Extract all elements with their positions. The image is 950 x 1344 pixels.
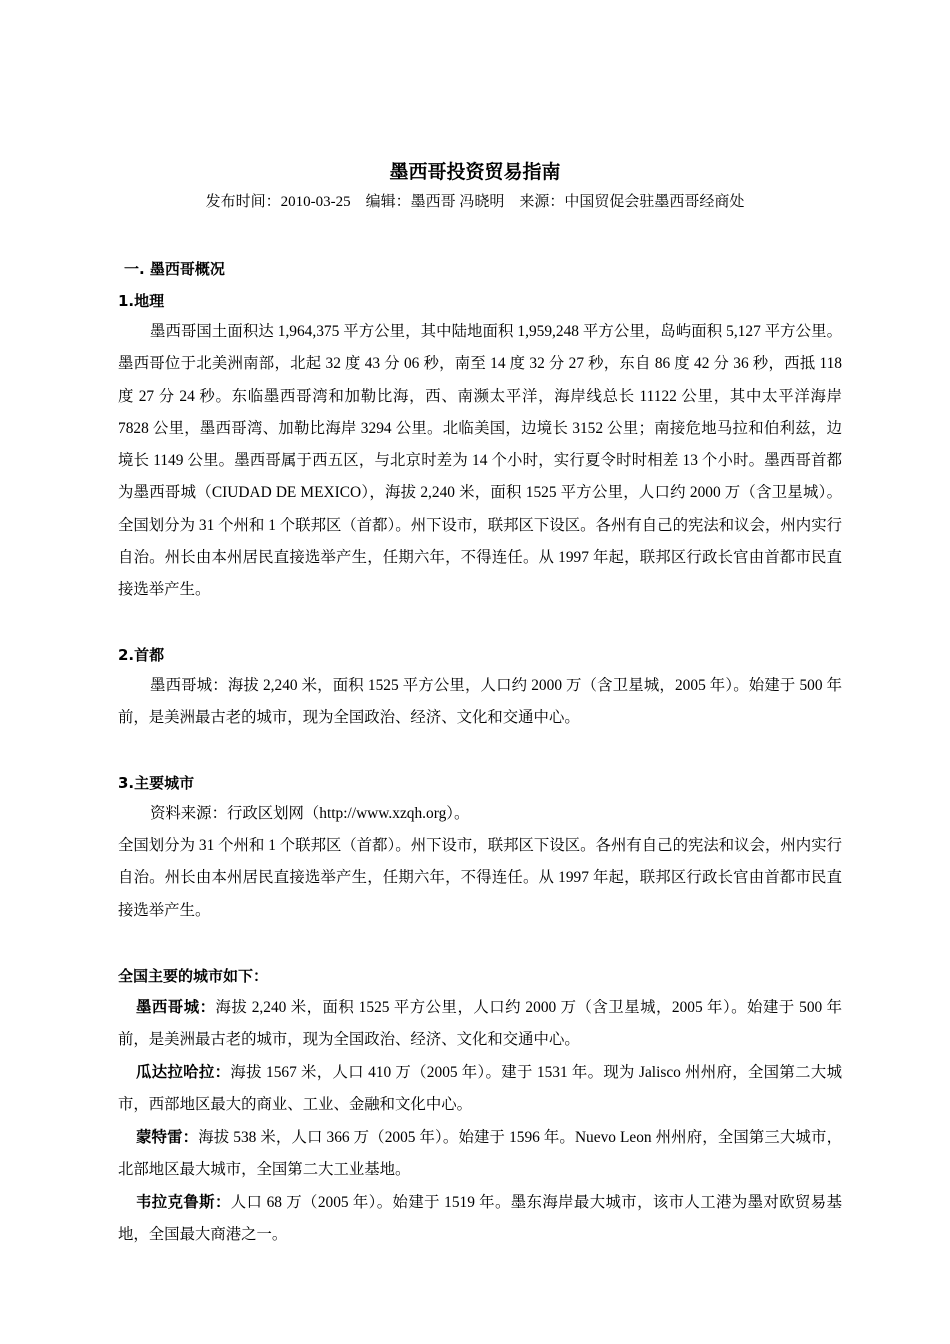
city-entry: [118, 1121, 842, 1187]
city-description: 海拔 1567 米，人口 410 万（2005 年）。建于 1531 年。现为 Jalisco 州州府，全国第二大城市，西部地区最大的商业、工业、金融和文化中心。: [118, 1064, 842, 1114]
subheading-major-cities: 3.主要城市: [118, 774, 195, 792]
city-description: 海拔 2,240 米，面积 1525 平方公里，人口约 2000 万（含卫星城，2005 年）。始建于 500 年前，是美洲最古老的城市，现为全国政治、经济、文化和交通中心。: [118, 999, 842, 1049]
publish-meta: 发布时间：2010-03-25 编辑：墨西哥 冯晓明 来源：中国贸促会驻墨西哥经商处: [205, 194, 745, 210]
section-heading-overview: 一. 墨西哥概况: [124, 260, 225, 278]
capital-paragraph: 墨西哥城：海拔 2,240 米，面积 1525 平方公里，人口约 2000 万（含卫星城，2005 年）。始建于 500 年前，是美洲最古老的城市，现为全国政治、经济、文化和交通中心。: [118, 677, 842, 727]
page-title: 墨西哥投资贸易指南: [389, 161, 561, 183]
city-name: 瓜达拉哈拉：: [136, 1063, 231, 1081]
city-name: 墨西哥城：: [136, 998, 216, 1016]
subheading-capital: 2.首都: [118, 646, 165, 664]
subheading-geography: 1.地理: [118, 292, 165, 310]
cities-source-line: 资料来源：行政区划网（http://www.xzqh.org）。: [150, 805, 470, 822]
city-entry: [118, 1056, 842, 1122]
cities-paragraph: 全国划分为 31 个州和 1 个联邦区（首都）。州下设市，联邦区下设区。各州有自己的宪法和议会，州内实行自治。州长由本州居民直接选举产生，任期六年，不得连任。从 1997 年起，联邦区行政长官由首都市民直接选举产生。: [118, 837, 842, 919]
city-entry: [118, 1186, 842, 1252]
city-name: 韦拉克鲁斯：: [136, 1193, 231, 1211]
cities-list-heading: 全国主要的城市如下：: [118, 967, 269, 985]
city-description: 海拔 538 米，人口 366 万（2005 年）。始建于 1596 年。Nuevo Leon 州州府，全国第三大城市，北部地区最大城市，全国第二大工业基地。: [118, 1129, 842, 1179]
geography-paragraph: 墨西哥国土面积达 1,964,375 平方公里，其中陆地面积 1,959,248 平方公里，岛屿面积 5,127 平方公里。墨西哥位于北美洲南部，北起 32 度 43 分 06 秒，南至 14 度 32 分 27 秒，东自 86 度 42 分 36 秒，西抵 118 度 27 分 24 秒。东临墨西哥湾和加勒比海，西、南濒太平洋，海岸线总长 11122 公里，其中太平洋海岸 7828 公里，墨西哥湾、加勒比海岸 3294 公里。北临美国，边境长 3152 公里；南接危地马拉和伯利兹，边境长 1149 公里。墨西哥属于西五区，与北京时差为 14 个小时，实行夏令时时相差 13 个小时。墨西哥首都为墨西哥城（CIUDAD DE MEXICO），海拔 2,240 米，面积 1525 平方公里，人口约 2000 万（含卫星城）。全国划分为 31 个州和 1 个联邦区（首都）。州下设市，联邦区下设区。各州有自己的宪法和议会，州内实行自治。州长由本州居民直接选举产生，任期六年，不得连任。从 1997 年起，联邦区行政长官由首都市民直接选举产生。: [118, 323, 842, 599]
city-name: 蒙特雷：: [136, 1128, 199, 1146]
city-entry: [118, 991, 842, 1057]
city-description: 人口 68 万（2005 年）。始建于 1519 年。墨东海岸最大城市，该市人工港为墨对欧贸易基地，全国最大商港之一。: [118, 1194, 842, 1244]
